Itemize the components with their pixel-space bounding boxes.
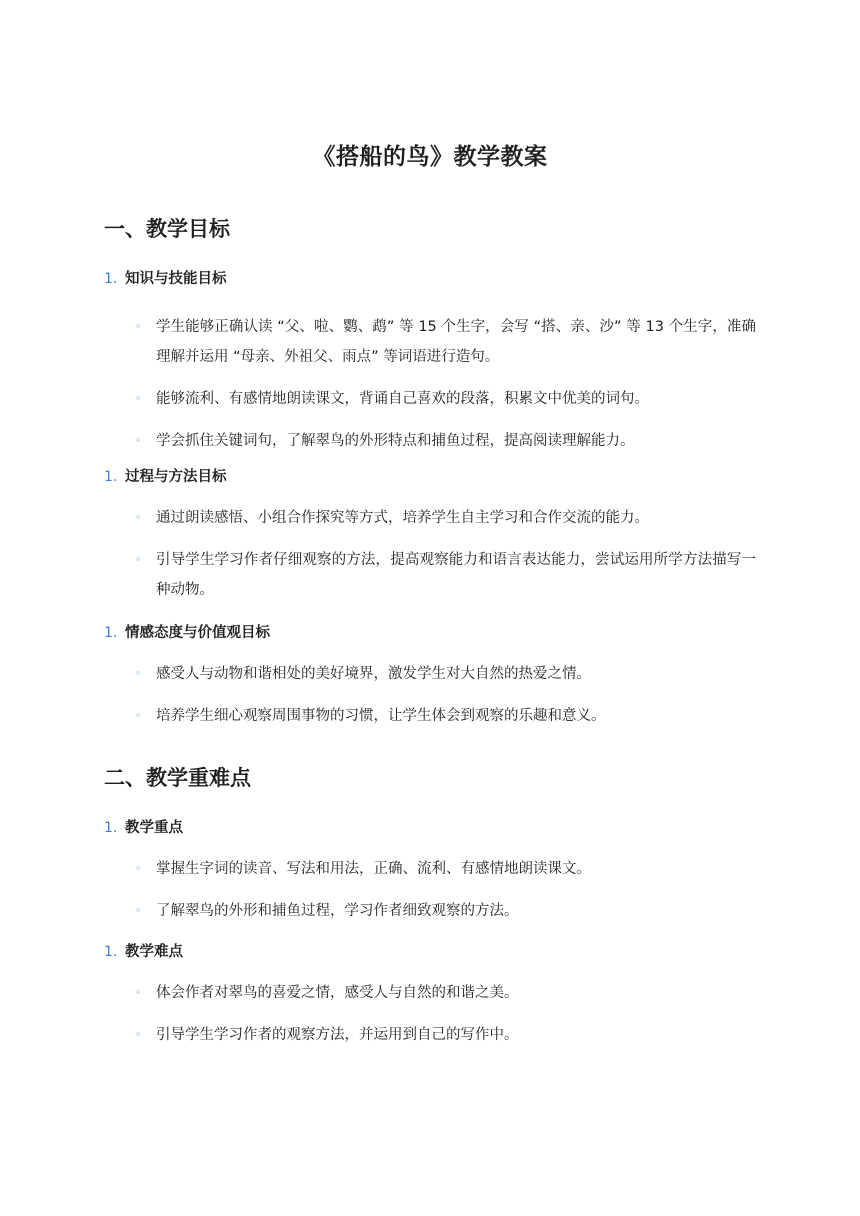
list-item-text: 引导学生学习作者仔细观察的方法，提高观察能力和语言表达能力，尝试运用所学方法描写一种动物。 — [156, 552, 756, 598]
list-item — [104, 701, 756, 731]
list-item — [104, 978, 756, 1008]
group-label: 情感态度与价值观目标 — [125, 625, 270, 641]
section-teaching-goals — [104, 214, 764, 244]
group-label: 过程与方法目标 — [125, 469, 227, 485]
list-item — [104, 545, 756, 605]
list-item — [104, 659, 756, 689]
list-item — [104, 384, 756, 414]
list-number: 1. — [104, 469, 118, 485]
list-item-text: 了解翠鸟的外形和捕鱼过程，学习作者细致观察的方法。 — [156, 903, 519, 919]
bullet-icon: ◦ — [135, 667, 142, 680]
bullet-icon: ◦ — [135, 320, 142, 333]
group-title — [104, 816, 764, 840]
list-item-text: 引导学生学习作者的观察方法，并运用到自己的写作中。 — [156, 1027, 519, 1043]
list-item — [104, 426, 756, 456]
group-title — [104, 267, 764, 291]
bullet-icon: ◦ — [135, 553, 142, 566]
list-item — [104, 896, 756, 926]
group-label: 教学难点 — [125, 944, 183, 960]
list-item-text: 学生能够正确认读 “父、啦、鹦、鹉” 等 15 个生字，会写 “搭、亲、沙” 等 13 个生字，准确理解并运用 “母亲、外祖父、雨点” 等词语进行造句。 — [156, 319, 756, 365]
bullet-icon: ◦ — [135, 862, 142, 875]
list-item-text: 能够流利、有感情地朗读课文，背诵自己喜欢的段落，积累文中优美的词句。 — [156, 391, 649, 407]
group-knowledge-skills — [104, 267, 764, 456]
list-item-text: 培养学生细心观察周围事物的习惯，让学生体会到观察的乐趣和意义。 — [156, 708, 606, 724]
group-emotion-values — [104, 621, 764, 731]
section-heading: 一、教学目标 — [104, 217, 230, 241]
group-title — [104, 621, 764, 645]
group-label: 知识与技能目标 — [125, 271, 227, 287]
group-title — [104, 465, 764, 489]
list-item-text: 学会抓住关键词句，了解翠鸟的外形特点和捕鱼过程，提高阅读理解能力。 — [156, 433, 635, 449]
group-process-methods — [104, 465, 764, 605]
bullet-list — [104, 854, 764, 926]
bullet-icon: ◦ — [135, 511, 142, 524]
bullet-icon: ◦ — [135, 392, 142, 405]
list-item — [104, 854, 756, 884]
list-item-text: 掌握生字词的读音、写法和用法，正确、流利、有感情地朗读课文。 — [156, 861, 591, 877]
bullet-icon: ◦ — [135, 904, 142, 917]
list-item-text: 通过朗读感悟、小组合作探究等方式，培养学生自主学习和合作交流的能力。 — [156, 510, 649, 526]
bullet-icon: ◦ — [135, 1028, 142, 1041]
group-key-points — [104, 816, 764, 926]
list-item — [104, 503, 756, 533]
list-number: 1. — [104, 625, 118, 641]
section-key-difficult-points — [104, 763, 764, 793]
list-item — [104, 312, 756, 372]
list-item-text: 体会作者对翠鸟的喜爱之情，感受人与自然的和谐之美。 — [156, 985, 519, 1001]
group-label: 教学重点 — [125, 820, 183, 836]
group-title — [104, 940, 764, 964]
bullet-list — [104, 312, 764, 456]
bullet-list — [104, 978, 764, 1050]
section-heading: 二、教学重难点 — [104, 766, 251, 790]
document-title: 《搭船的鸟》教学教案 — [312, 144, 548, 170]
bullet-list — [104, 503, 764, 605]
bullet-icon: ◦ — [135, 986, 142, 999]
bullet-list — [104, 659, 764, 731]
list-number: 1. — [104, 820, 118, 836]
list-item-text: 感受人与动物和谐相处的美好境界，激发学生对大自然的热爱之情。 — [156, 666, 591, 682]
list-number: 1. — [104, 944, 118, 960]
group-difficult-points — [104, 940, 764, 1050]
bullet-icon: ◦ — [135, 709, 142, 722]
list-item — [104, 1020, 756, 1050]
list-number: 1. — [104, 271, 118, 287]
bullet-icon: ◦ — [135, 434, 142, 447]
